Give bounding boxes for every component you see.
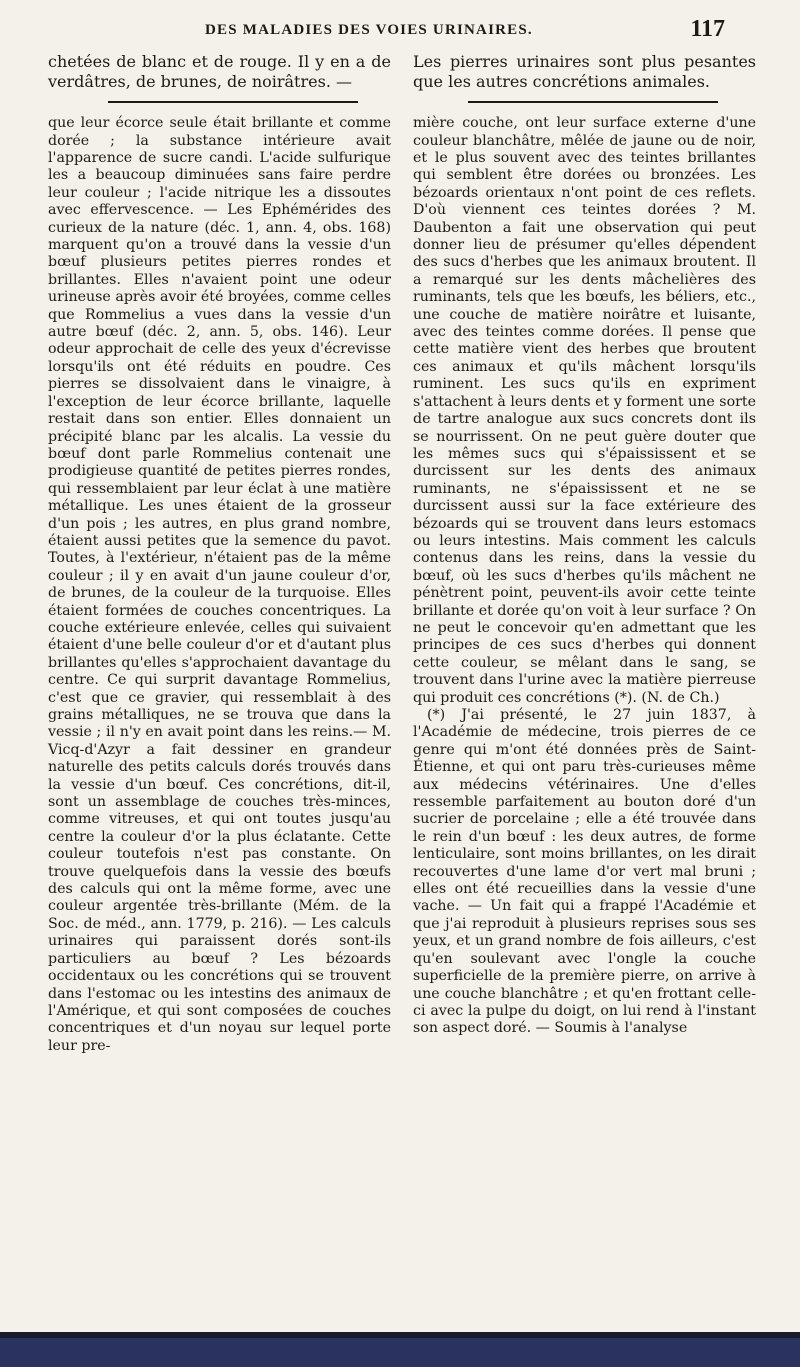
left-column [48, 52, 391, 1055]
page-number: 117 [690, 16, 725, 42]
left-body-paragraph: que leur écorce seule était brillante et comme dorée ; la substance intérieure avait l'apparence de sucre candi. L'acide sulfurique les a beaucoup diminuées sans faire perdre leur couleur ; l'acide nitrique les a dissoutes avec effervescence. — Les Ephémérides des curieux de la nature (déc. 1, ann. 4, obs. 168) marquent qu'on a trouvé dans la vessie d'un bœuf plusieurs petites pierres rondes et brillantes. Elles n'avaient point une odeur urineuse après avoir été broyées, comme celles que Rommelius a vues dans la vessie d'un autre bœuf (déc. 2, ann. 5, obs. 146). Leur odeur approchait de celle des yeux d'écrevisse lorsqu'ils ont été réduits en poudre. Ces pierres se dissolvaient dans le vinaigre, à l'exception de leur écorce brillante, laquelle restait dans son entier. Elles donnaient un précipité blanc par les alcalis. La vessie du bœuf dont parle Rommelius contenait une prodigieuse quantité de petites pierres rondes, qui ressemblaient par leur éclat à une matière métallique. Les unes étaient de la grosseur d'un pois ; les autres, en plus grand nombre, étaient aussi petites que la semence du pavot. Toutes, à l'extérieur, n'étaient pas de la même couleur ; il y en avait d'un jaune couleur d'or, de brunes, de la couleur de la turquoise. Elles étaient formées de couches concentriques. La couche extérieure enlevée, celles qui suivaient étaient d'une belle couleur d'or et d'autant plus brillantes qu'elles s'approchaient davantage du centre. Ce qui surprit davantage Rommelius, c'est que ce gravier, qui ressemblait à des grains métalliques, ne se trouva que dans la vessie ; il n'y en avait point dans les reins.— M. Vicq-d'Azyr a fait dessiner en grandeur naturelle des petits calculs dorés trouvés dans la vessie d'un bœuf. Ces concrétions, dit-il, sont un assemblage de couches très-minces, comme vitreuses, et qui ont toutes jusqu'au centre la couleur d'or la plus éclatante. Cette couleur toutefois n'est pas constante. On trouve quelquefois dans la vessie des bœufs des calculs qui ont la même forme, avec une couleur argentée très-brillante (Mém. de la Soc. de méd., ann. 1779, p. 216). — Les calculs urinaires qui paraissent dorés sont-ils particuliers au bœuf ? Les bézoards occidentaux ou les concrétions qui se trouvent dans l'estomac ou les intestins des animaux de l'Amérique, et qui sont composées de couches concentriques et d'un noyau sur lequel porte leur pre- [48, 115, 391, 1054]
right-section-rule [468, 101, 718, 103]
left-top-paragraph: chetées de blanc et de rouge. Il y en a de verdâtres, de brunes, de noirâtres. — [48, 52, 391, 91]
footnote: (*) J'ai présenté, le 27 juin 1837, à l'Académie de médecine, trois pierres de ce genre qui m'ont été données près de Saint-Étienne, et qui ont paru très-curieuses même aux médecins vétérinaires. Une d'elles ressemble parfaitement au bouton doré d'un sucrier de porcelaine ; elle a été trouvée dans le rein d'un bœuf : les deux autres, de forme lenticulaire, sont moins brillantes, on les dirait recouvertes d'une lame d'or vert mal bruni ; elles ont été recueillies dans la vessie d'une vache. — Un fait qui a frappé l'Académie et que j'ai reproduit à plusieurs reprises sous ses yeux, et un grand nombre de fois ailleurs, c'est qu'en soulevant avec l'ongle la couche superficielle de la première pierre, on arrive à une couche blanchâtre ; et qu'en frottant celle-ci avec la pulpe du doigt, on lui rend à l'instant son aspect doré. — Soumis à l'analyse [413, 707, 756, 1037]
bottom-binding-edge [0, 1332, 800, 1338]
right-column [413, 52, 756, 1038]
bottom-binding-band [0, 1332, 800, 1367]
right-top-paragraph: Les pierres urinaires sont plus pesantes que les autres concrétions animales. [413, 52, 756, 91]
right-body-paragraph: mière couche, ont leur surface externe d'une couleur blanchâtre, mêlée de jaune ou de noir, et le plus souvent avec des teintes brillantes qui semblent être dorées ou bronzées. Les bézoards orientaux n'ont point de ces reflets. D'où viennent ces teintes dorées ? M. Daubenton a fait une observation qui peut donner lieu de présumer qu'elles dépendent des sucs d'herbes que les animaux broutent. Il a remarqué sur les dents mâchelières des ruminants, tels que les bœufs, les béliers, etc., une couche de matière noirâtre et luisante, avec des teintes comme dorées. Il pense que cette matière vient des herbes que broutent ces animaux et qu'ils mâchent lorsqu'ils ruminent. Les sucs qu'ils en expriment s'attachent à leurs dents et y forment une sorte de tartre analogue aux sucs concrets dont ils se nourrissent. On ne peut guère douter que les mêmes sucs qui s'épaississent et se durcissent sur les dents des animaux ruminants, ne s'épaississent et ne se durcissent aussi sur la face extérieure des bézoards qui se trouvent dans leurs estomacs ou leurs intestins. Mais comment les calculs contenus dans les reins, dans la vessie du bœuf, où les sucs d'herbes qu'ils mâchent ne pénètrent point, peuvent-ils avoir cette teinte brillante et dorée qu'on voit à leur surface ? On ne peut le concevoir qu'en admettant que les principes de ces sucs d'herbes qui donnent cette couleur, se mêlant dans le sang, se trouvent dans l'urine avec la matière pierreuse qui produit ces concrétions (*). (N. de Ch.) [413, 115, 756, 706]
running-header [205, 16, 725, 42]
running-title: DES MALADIES DES VOIES URINAIRES. [205, 22, 533, 38]
left-section-rule [108, 101, 358, 103]
